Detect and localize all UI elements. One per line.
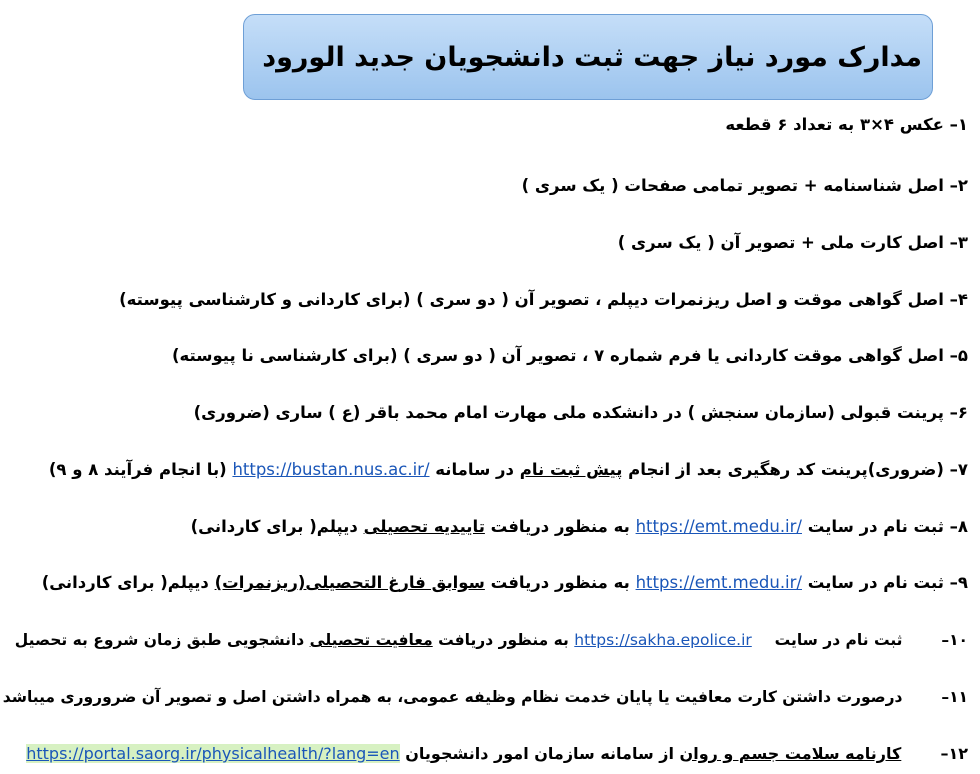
item-text: عکس ۴×۳ به تعداد ۶ قطعه bbox=[725, 115, 944, 134]
item-text: اصل گواهی موقت کاردانی یا فرم شماره ۷ ، تصویر آن ( دو سری ) (برای کارشناسی نا پیوسته) bbox=[171, 346, 944, 365]
item-text-underlined: تاییدیه تحصیلی bbox=[363, 517, 485, 536]
list-item-1 bbox=[725, 110, 968, 140]
item-text-pre: ثبت نام در سایت bbox=[807, 517, 944, 536]
title-banner bbox=[243, 14, 933, 100]
item-text-underlined: کارنامه سلامت جسم و روان bbox=[679, 744, 902, 763]
list-item-8 bbox=[191, 512, 968, 542]
item-text-mid: به منظور دریافت bbox=[490, 573, 630, 592]
item-text: اصل گواهی موقت و اصل ریزنمرات دیپلم ، تصویر آن ( دو سری ) (برای کاردانی و کارشناسی پیوسته) bbox=[119, 290, 944, 309]
item-text-post: دانشجویی طبق زمان شروع به تحصیل bbox=[14, 631, 305, 649]
item-text-pre: (ضروری)پرینت کد رهگیری بعد از انجام bbox=[628, 460, 944, 479]
item-number: ۲– bbox=[949, 176, 968, 195]
item-number: ۱۱– bbox=[941, 688, 968, 706]
item-text-post: دیپلم( برای کاردانی) bbox=[41, 573, 209, 592]
list-item-11 bbox=[3, 682, 968, 712]
item-text-post: دیپلم( برای کاردانی) bbox=[190, 517, 358, 536]
saorg-link[interactable]: https://portal.saorg.ir/physicalhealth/?lang=en bbox=[26, 744, 400, 763]
item-text-mid: از سامانه سازمان امور دانشجویان bbox=[405, 744, 674, 763]
item-number: ۴– bbox=[949, 290, 968, 309]
bustan-link[interactable]: https://bustan.nus.ac.ir/ bbox=[232, 460, 430, 479]
item-text-mid: در سامانه bbox=[435, 460, 515, 479]
item-text: اصل کارت ملی + تصویر آن ( یک سری ) bbox=[617, 233, 944, 252]
item-text-pre: ثبت نام در سایت bbox=[807, 573, 944, 592]
list-item-9 bbox=[42, 568, 968, 598]
list-item-5 bbox=[172, 341, 968, 371]
item-text: درصورت داشتن کارت معافیت یا پایان خدمت نظام وظیفه عمومی، به همراه داشتن اصل و تصویر آن ضروروری میباشد bbox=[2, 688, 903, 706]
item-text-mid: به منظور دریافت bbox=[438, 631, 569, 649]
item-number: ۱۲– bbox=[940, 744, 968, 763]
emt-link[interactable]: https://emt.medu.ir/ bbox=[635, 517, 802, 536]
item-text-underlined: سوابق فارغ التحصیلی(ریزنمرات) bbox=[214, 573, 485, 592]
item-text: اصل شناسنامه + تصویر تمامی صفحات ( یک سری ) bbox=[521, 176, 944, 195]
emt-link[interactable]: https://emt.medu.ir/ bbox=[635, 573, 802, 592]
page-title: مدارک مورد نیاز جهت ثبت دانشجویان جدید الورود bbox=[262, 41, 922, 73]
sakha-link[interactable]: https://sakha.epolice.ir bbox=[574, 631, 752, 649]
item-number: ۳– bbox=[949, 233, 968, 252]
list-item-10 bbox=[15, 625, 968, 655]
item-text-mid: به منظور دریافت bbox=[490, 517, 630, 536]
item-text-underlined: پیش ثبت نام bbox=[519, 460, 623, 479]
item-number: ۵– bbox=[949, 346, 968, 365]
list-item-4 bbox=[119, 285, 968, 315]
item-text: پرینت قبولی (سازمان سنجش ) در دانشکده ملی مهارت امام محمد باقر (ع ) ساری (ضروری) bbox=[193, 403, 944, 422]
item-number: ۸– bbox=[949, 517, 968, 536]
item-text-underlined: معافیت تحصیلی bbox=[309, 631, 433, 649]
item-text-post: (با انجام فرآیند ۸ و ۹) bbox=[48, 460, 227, 479]
item-number: ۷– bbox=[949, 460, 968, 479]
list-item-6 bbox=[194, 398, 968, 428]
list-item-12 bbox=[26, 739, 968, 769]
item-number: ۱۰– bbox=[941, 631, 968, 649]
list-item-3 bbox=[618, 228, 968, 258]
item-number: ۶– bbox=[949, 403, 968, 422]
item-number: ۱– bbox=[949, 115, 968, 134]
list-item-2 bbox=[522, 171, 968, 201]
item-text-pre: ثبت نام در سایت bbox=[774, 631, 903, 649]
item-number: ۹– bbox=[949, 573, 968, 592]
list-item-7 bbox=[49, 455, 968, 485]
